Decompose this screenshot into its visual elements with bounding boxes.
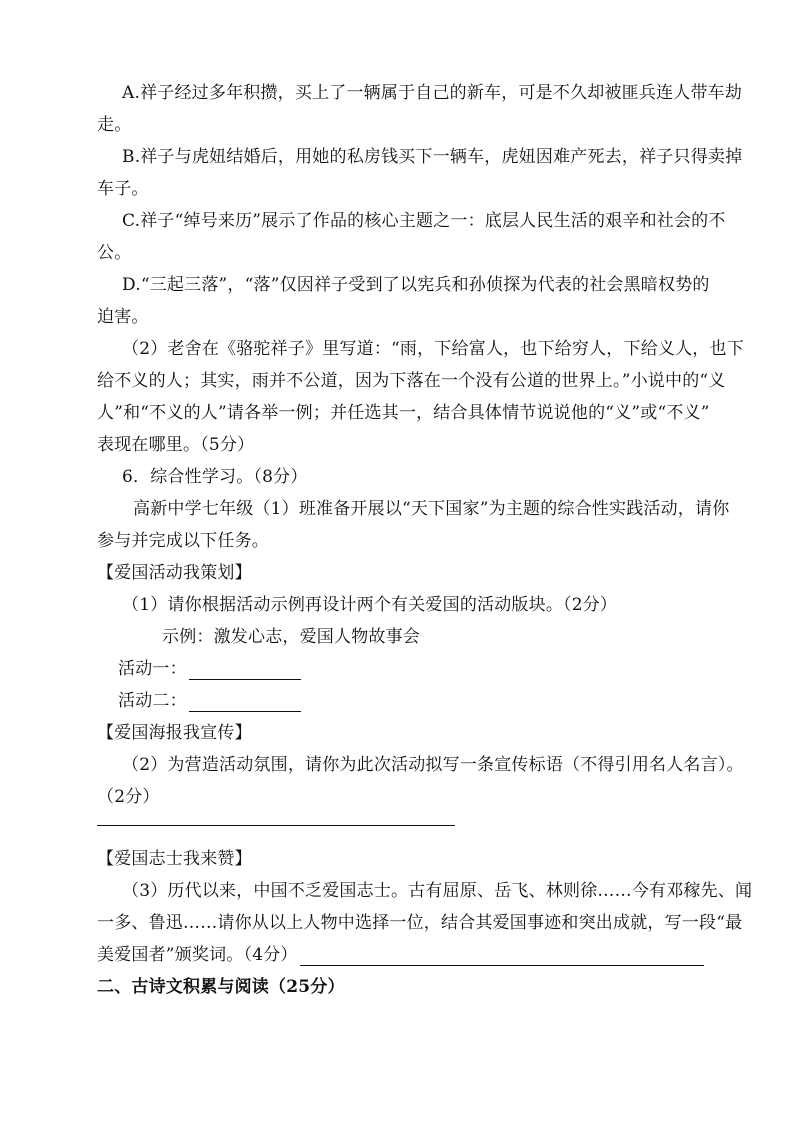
part-2-heading: 二、古诗文积累与阅读（25分） xyxy=(97,977,345,997)
activity-1-answer-blank[interactable] xyxy=(189,661,301,680)
option-c-line1: C.祥子“绰号来历”展示了作品的核心主题之一：底层人民生活的艰辛和社会的不 xyxy=(122,211,726,231)
sub-question-2-line3: 人”和“不义的人”请各举一例；并任选其一，结合具体情节说说他的“义”或“不义” xyxy=(97,403,710,423)
sub-question-2-line4: 表现在哪里。（5分） xyxy=(97,435,255,455)
option-c-line2: 公。 xyxy=(97,243,132,263)
option-b-line2: 车子。 xyxy=(97,179,149,199)
option-a-line1: A.祥子经过多年积攒，买上了一辆属于自己的新车，可是不久却被匪兵连人带车劫 xyxy=(122,83,743,103)
question-6-intro-line1: 高新中学七年级（1）班准备开展以“天下国家”为主题的综合性实践活动，请你 xyxy=(133,499,730,519)
task-2-line1: （2）为营造活动氛围，请你为此次活动拟写一条宣传标语（不得引用名人名言）。 xyxy=(122,755,744,775)
activity-1-label: 活动一： xyxy=(118,659,187,679)
activity-1-row xyxy=(118,658,301,680)
section-poster-title: 【爱国海报我宣传】 xyxy=(97,723,252,743)
option-d-line2: 迫害。 xyxy=(97,307,149,327)
section-patriot-title: 【爱国志士我来赞】 xyxy=(97,849,252,869)
task-1-prompt: （1）请你根据活动示例再设计两个有关爱国的活动版块。（2分） xyxy=(122,595,618,615)
section-activity-planning-title: 【爱国活动我策划】 xyxy=(97,563,252,583)
option-d-line1: D.“三起三落”，“落”仅因祥子受到了以宪兵和孙侦探为代表的社会黑暗权势的 xyxy=(122,275,710,295)
activity-2-row xyxy=(118,690,301,712)
sub-question-2-line1: （2）老舍在《骆驼祥子》里写道：“雨，下给富人，也下给穷人，下给义人，也下 xyxy=(122,339,744,359)
option-a-line2: 走。 xyxy=(97,115,132,135)
option-b-line1: B.祥子与虎妞结婚后，用她的私房钱买下一辆车，虎妞因难产死去，祥子只得卖掉 xyxy=(122,147,743,167)
sub-question-2-line2: 给不义的人；其实，雨并不公道，因为下落在一个没有公道的世界上。”小说中的“义 xyxy=(97,371,726,391)
task-2-answer-line[interactable] xyxy=(97,825,455,826)
question-6-intro-line2: 参与并完成以下任务。 xyxy=(97,531,269,551)
task-3-answer-blank[interactable] xyxy=(300,947,704,966)
task-3-line1: （3）历代以来，中国不乏爱国志士。古有屈原、岳飞、林则徐……今有邓稼先、闻 xyxy=(122,881,753,901)
task-1-example: 示例：激发心志，爱国人物故事会 xyxy=(162,627,420,647)
question-6-heading: 6．综合性学习。（8分） xyxy=(122,467,308,487)
task-3-line3-text: 美爱国者”颁奖词。（4分） xyxy=(97,945,298,965)
task-3-line3 xyxy=(97,944,704,966)
task-2-line2: （2分） xyxy=(97,787,160,807)
task-3-line2: 一多、鲁迅……请你从以上人物中选择一位，结合其爱国事迹和突出成就，写一段“最 xyxy=(97,913,743,933)
activity-2-label: 活动二： xyxy=(118,691,187,711)
activity-2-answer-blank[interactable] xyxy=(189,693,301,712)
